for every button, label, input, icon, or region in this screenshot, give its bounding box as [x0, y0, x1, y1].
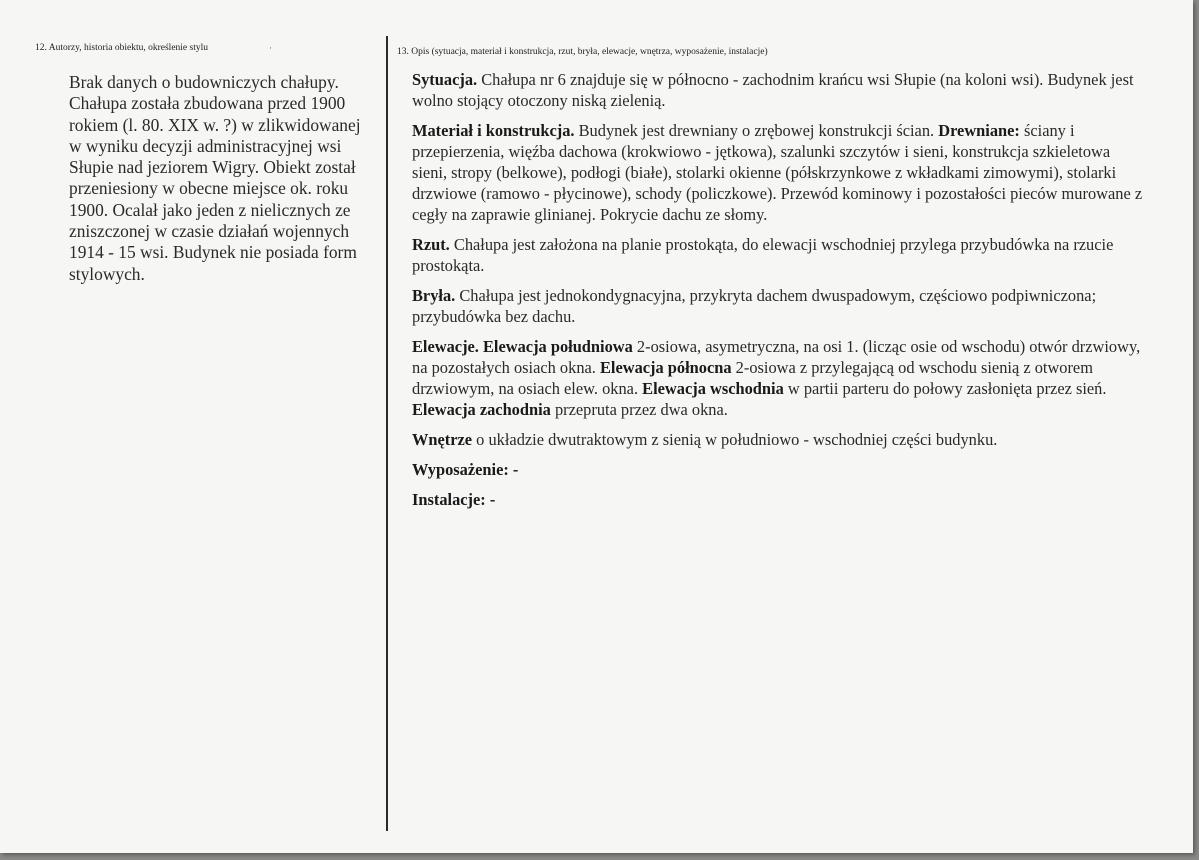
text-elewacja-polnocna: 2-osiowa z przylegającą od wschodu sienią z otworem drzwiowym, na osiach elew. okna. [412, 358, 1093, 398]
paragraph-instalacje [412, 489, 1147, 510]
heading-elewacja-wschodnia: Elewacja wschodnia [642, 379, 784, 398]
section-12-label: 12. Autorzy, historia obiektu, określenie stylu [35, 43, 208, 53]
heading-elewacje: Elewacje. [412, 337, 479, 356]
paragraph-wyposazenie [412, 459, 1147, 480]
text-rzut: Chałupa jest założona na planie prostokąta, do elewacji wschodniej przylega przybudówka na rzucie prostokąta. [412, 235, 1114, 275]
heading-elewacja-zachodnia: Elewacja zachodnia [412, 400, 551, 419]
paragraph-bryla [412, 285, 1147, 327]
text-sytuacja: Chałupa nr 6 znajduje się w północno - zachodnim krańcu wsi Słupie (na koloni wsi). Budynek jest wolno stojący otoczony niską zielenią. [412, 70, 1134, 110]
column-divider [386, 36, 388, 831]
paragraph-elewacje [412, 336, 1147, 420]
heading-elewacja-poludniowa: Elewacja południowa [478, 337, 633, 356]
stray-dot: · [269, 43, 272, 53]
text-wnetrze: o układzie dwutraktowym z sienią w południowo - wschodniej części budynku. [472, 430, 998, 449]
text-material-a: Budynek jest drewniany o zrębowej konstrukcji ścian. [574, 121, 939, 140]
heading-wnetrze: Wnętrze [412, 430, 473, 449]
description-text [412, 69, 1147, 519]
text-elewacja-poludniowa: 2-osiowa, asymetryczna, na osi 1. (licząc osie od wschodu) otwór drzwiowy, na pozostałych osiach okna. [412, 337, 1141, 377]
heading-elewacja-polnocna: Elewacja północna [599, 358, 732, 377]
heading-rzut: Rzut. [412, 235, 450, 254]
text-elewacja-wschodnia: w partii parteru do połowy zasłonięta przez sień. [783, 379, 1107, 398]
authors-history-text: Brak danych o budowniczych chałupy. Chałupa została zbudowana przed 1900 rokiem (l. 80. XIX w. ?) w zlikwidowanej w wyniku decyzji administracyjnej wsi Słupie nad jeziorem Wigry. Obiekt został przeniesiony w obecne miejsce ok. roku 1900. Ocalał jako jeden z nielicznych ze zniszczonej w czasie działań wojennych 1914 - 15 wsi. Budynek nie posiada form stylowych. [69, 72, 361, 284]
text-elewacja-zachodnia: przepruta przez dwa okna. [550, 400, 728, 419]
paragraph-sytuacja [412, 69, 1147, 111]
heading-instalacje: Instalacje: - [412, 490, 496, 509]
paragraph-material [412, 120, 1147, 225]
section-13-label: 13. Opis (sytuacja, materiał i konstrukcja, rzut, bryła, elewacje, wnętrza, wyposażenie, instalacje) [397, 47, 768, 57]
text-bryla: Chałupa jest jednokondygnacyjna, przykryta dachem dwuspadowym, częściowo podpiwniczona; przybudówka bez dachu. [412, 286, 1097, 326]
heading-material: Materiał i konstrukcja. [412, 121, 575, 140]
heading-sytuacja: Sytuacja. [412, 70, 478, 89]
heading-wyposazenie: Wyposażenie: - [412, 460, 519, 479]
heading-bryla: Bryła. [412, 286, 456, 305]
paragraph-rzut [412, 234, 1147, 276]
paragraph-wnetrze [412, 429, 1147, 450]
text-material-b: ściany i przepierzenia, więźba dachowa (krokwiowo - jętkowa), szalunki szczytów i sieni, konstrukcja szkieletowa sieni, stropy (belkowe), podłogi (białe), stolarki okienne (półskrzynkowe z wkładkami zimowymi), stolarki drzwiowe (ramowo - płycinowe), schody (policzkowe). Przewód kominowy i pozostałości pieców murowane z cegły na zaprawie glinianej. Pokrycie dachu ze słomy. [412, 121, 1143, 224]
heading-drewniane: Drewniane: [938, 121, 1020, 140]
